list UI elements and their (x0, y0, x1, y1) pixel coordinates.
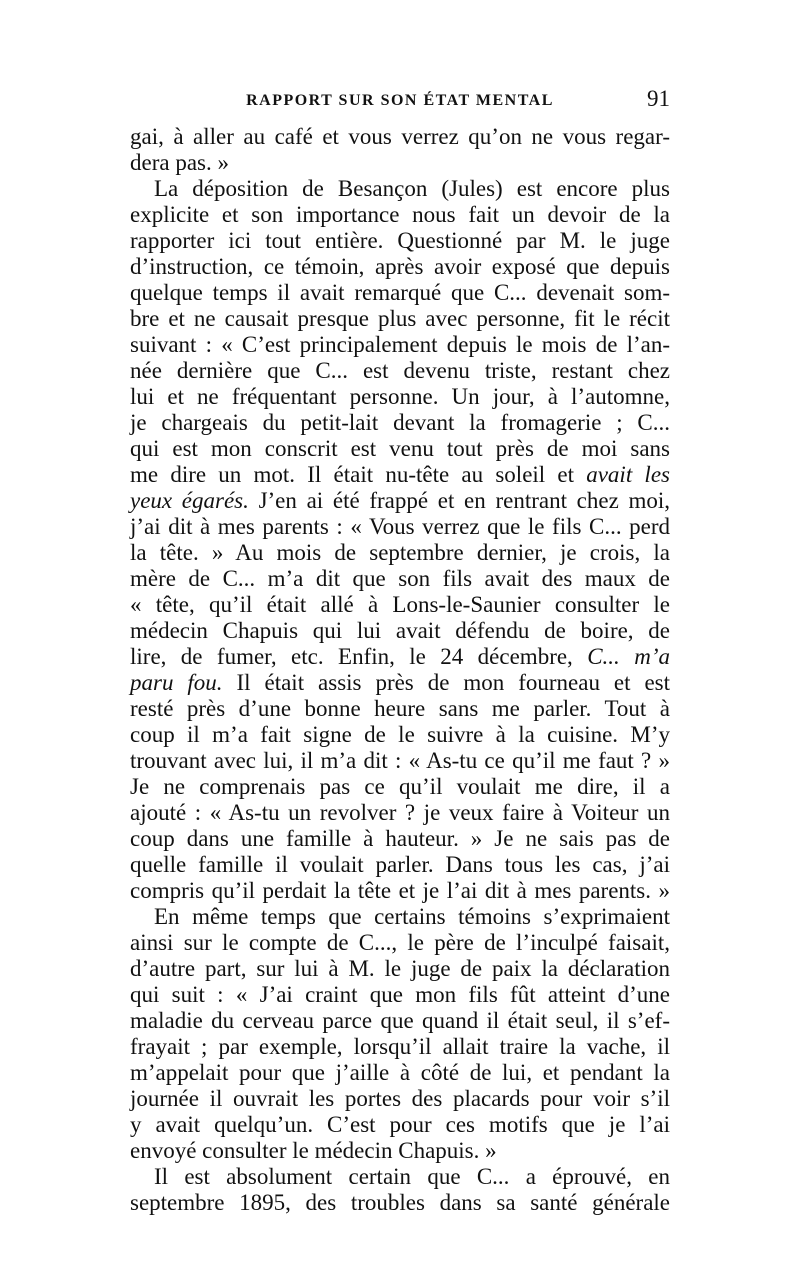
text-line: quelque temps il avait remarqué que C... devenait som- (130, 280, 670, 305)
text-line: coup dans une famille à hauteur. » Je ne sais pas de (130, 826, 670, 851)
text-line: resté près d’une bonne heure sans me parler. Tout à (130, 696, 670, 721)
text-line: frayait ; par exemple, lorsqu’il allait traire la vache, il (130, 1034, 670, 1059)
text-line: Je ne comprenais pas ce qu’il voulait me dire, il a (130, 774, 670, 799)
text-line: La déposition de Besançon (Jules) est encore plus (154, 176, 670, 201)
text-line: lui et ne fréquentant personne. Un jour, à l’automne, (130, 384, 670, 409)
text-line: septembre 1895, des troubles dans sa santé générale (130, 1190, 670, 1215)
text-line: dera pas. » (130, 150, 229, 175)
text-line: paru fou. Il était assis près de mon fourneau et est (130, 670, 670, 695)
text-line: je chargeais du petit-lait devant la fromagerie ; C... (130, 410, 670, 435)
text-line: j’ai dit à mes parents : « Vous verrez que le fils C... perd (130, 514, 670, 539)
text-line: compris qu’il perdait la tête et je l’ai dit à mes parents. » (130, 878, 670, 903)
italic-text: yeux égarés. (130, 488, 249, 513)
text-line: qui est mon conscrit est venu tout près de moi sans (130, 436, 670, 461)
text-line: Il est absolument certain que C... a éprouvé, en (154, 1164, 670, 1189)
text-line: maladie du cerveau parce que quand il était seul, il s’ef- (130, 1008, 670, 1033)
text-line: rapporter ici tout entière. Questionné par M. le juge (130, 228, 670, 253)
text-line: y avait quelqu’un. C’est pour ces motifs que je l’ai (130, 1112, 670, 1137)
italic-text: paru fou. (130, 670, 223, 695)
text-line: me dire un mot. Il était nu-tête au soleil et avait les (130, 462, 670, 487)
text-line: En même temps que certains témoins s’exprimaient (154, 904, 670, 929)
text-line: née dernière que C... est devenu triste, restant chez (130, 358, 670, 383)
text-line: « tête, qu’il était allé à Lons-le-Saunier consulter le (130, 592, 670, 617)
text-line: d’instruction, ce témoin, après avoir exposé que depuis (130, 254, 670, 279)
text-line: suivant : « C’est principalement depuis le mois de l’an- (130, 332, 670, 357)
text-line: bre et ne causait presque plus avec personne, fit le récit (130, 306, 670, 331)
text-line: qui suit : « J’ai craint que mon fils fût atteint d’une (130, 982, 670, 1007)
text-line: ajouté : « As-tu un revolver ? je veux faire à Voiteur un (130, 800, 670, 825)
text-line: mère de C... m’a dit que son fils avait des maux de (130, 566, 670, 591)
text-line: coup il m’a fait signe de le suivre à la cuisine. M’y (130, 722, 670, 747)
text-line: m’appelait pour que j’aille à côté de lui, et pendant la (130, 1060, 670, 1085)
text-line: ainsi sur le compte de C..., le père de l’inculpé faisait, (130, 930, 670, 955)
text-line: gai, à aller au café et vous verrez qu’on ne vous regar- (130, 124, 670, 149)
body-text (130, 124, 670, 1216)
italic-text: avait les (586, 462, 670, 487)
text-line: trouvant avec lui, il m’a dit : « As-tu ce qu’il me faut ? » (130, 748, 670, 773)
text-line: yeux égarés. J’en ai été frappé et en rentrant chez moi, (130, 488, 670, 513)
page-header (130, 86, 670, 114)
text-line: lire, de fumer, etc. Enfin, le 24 décembre, C... m’a (130, 644, 670, 669)
page-number: 91 (647, 86, 670, 111)
text-line: quelle famille il voulait parler. Dans tous les cas, j’ai (130, 852, 670, 877)
text-line: d’autre part, sur lui à M. le juge de paix la déclaration (130, 956, 670, 981)
text-line: explicite et son importance nous fait un devoir de la (130, 202, 670, 227)
text-line: la tête. » Au mois de septembre dernier, je crois, la (130, 540, 670, 565)
italic-text: C... m’a (587, 644, 670, 669)
text-line: journée il ouvrait les portes des placards pour voir s’il (130, 1086, 670, 1111)
text-line: envoyé consulter le médecin Chapuis. » (130, 1138, 497, 1163)
text-line: médecin Chapuis qui lui avait défendu de boire, de (130, 618, 670, 643)
running-head: RAPPORT SUR SON ÉTAT MENTAL (246, 92, 554, 109)
